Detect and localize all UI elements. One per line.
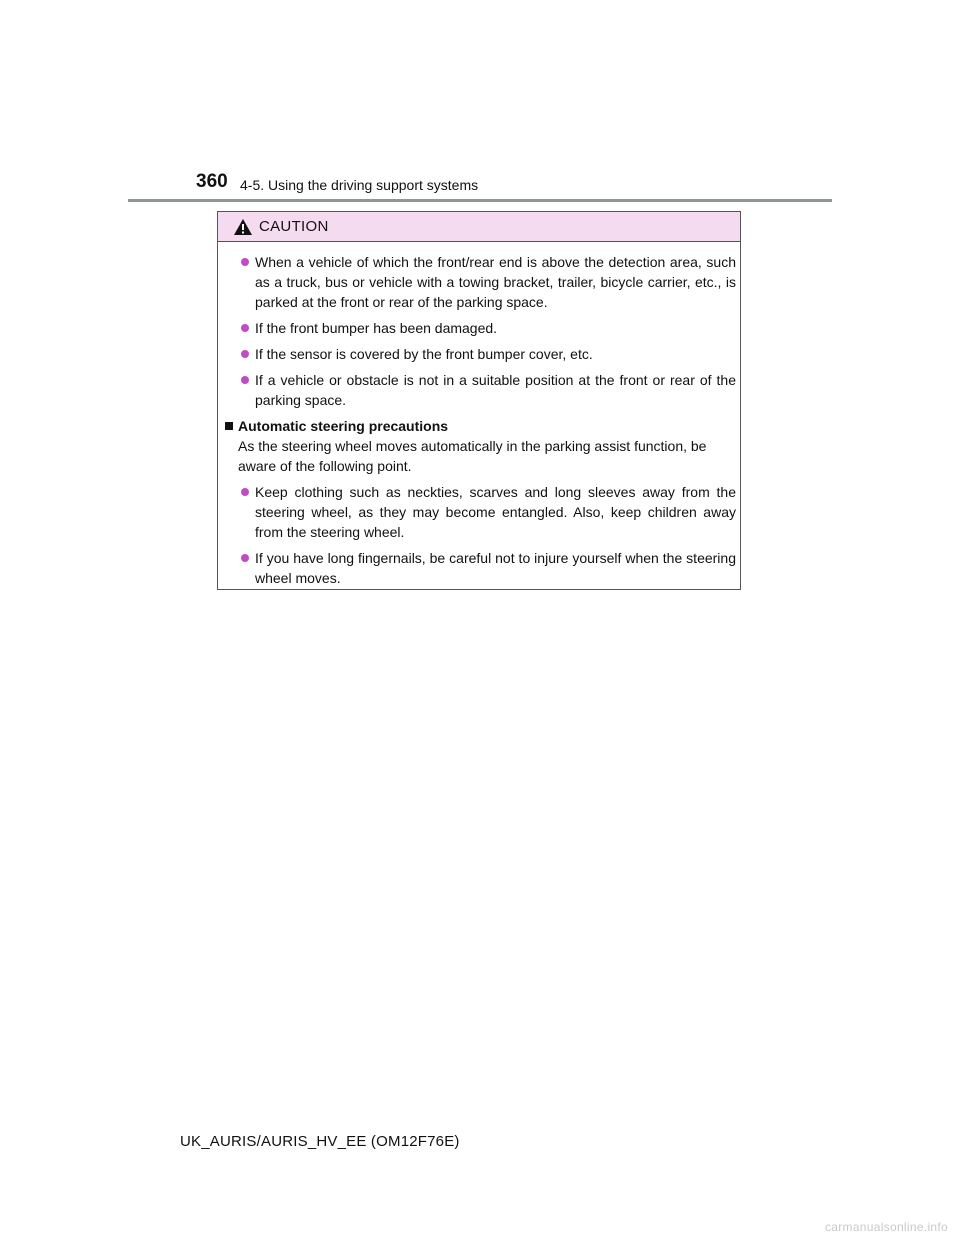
list-item — [235, 318, 736, 338]
list-item — [235, 548, 736, 588]
footer-code: UK_AURIS/AURIS_HV_EE (OM12F76E) — [180, 1133, 460, 1150]
paragraph: As the steering wheel moves automatically in the parking assist function, be aware of the following point. — [238, 438, 707, 474]
header-rule — [128, 199, 832, 202]
caution-label: CAUTION — [259, 218, 329, 235]
list-item-text: Keep clothing such as neckties, scarves and long sleeves away from the steering wheel, as they may become entangled. Also, keep children away from the steering wheel. — [255, 484, 736, 540]
bullet-dot — [241, 324, 249, 332]
square-bullet-icon — [225, 422, 233, 430]
subheading — [222, 416, 736, 436]
list-item-text: When a vehicle of which the front/rear end is above the detection area, such as a truck, bus or vehicle with a towing bracket, trailer, bicycle carrier, etc., is parked at the front or rear of the parking space. — [255, 254, 736, 310]
list-item — [235, 370, 736, 410]
list-item-text: If the front bumper has been damaged. — [255, 320, 498, 336]
bullet-dot — [241, 488, 249, 496]
caution-box — [217, 211, 741, 590]
list-item — [235, 252, 736, 312]
list-item-text: If you have long fingernails, be careful not to injure yourself when the steering wheel moves. — [255, 550, 736, 586]
bullet-dot — [241, 554, 249, 562]
watermark: carmanualsonline.info — [824, 1220, 948, 1234]
list-item-text: If a vehicle or obstacle is not in a suitable position at the front or rear of the parking space. — [255, 372, 736, 408]
list-item — [235, 482, 736, 542]
bullet-dot — [241, 376, 249, 384]
list-item-text: If the sensor is covered by the front bumper cover, etc. — [255, 346, 593, 362]
list-item — [235, 344, 736, 364]
section-title: 4-5. Using the driving support systems — [240, 177, 479, 193]
subheading-text: Automatic steering precautions — [238, 418, 449, 434]
bullet-dot — [241, 350, 249, 358]
warning-triangle-icon — [233, 218, 253, 236]
caution-header — [218, 212, 740, 242]
caution-body — [218, 242, 740, 588]
bullet-dot — [241, 258, 249, 266]
page-number: 360 — [196, 171, 228, 192]
